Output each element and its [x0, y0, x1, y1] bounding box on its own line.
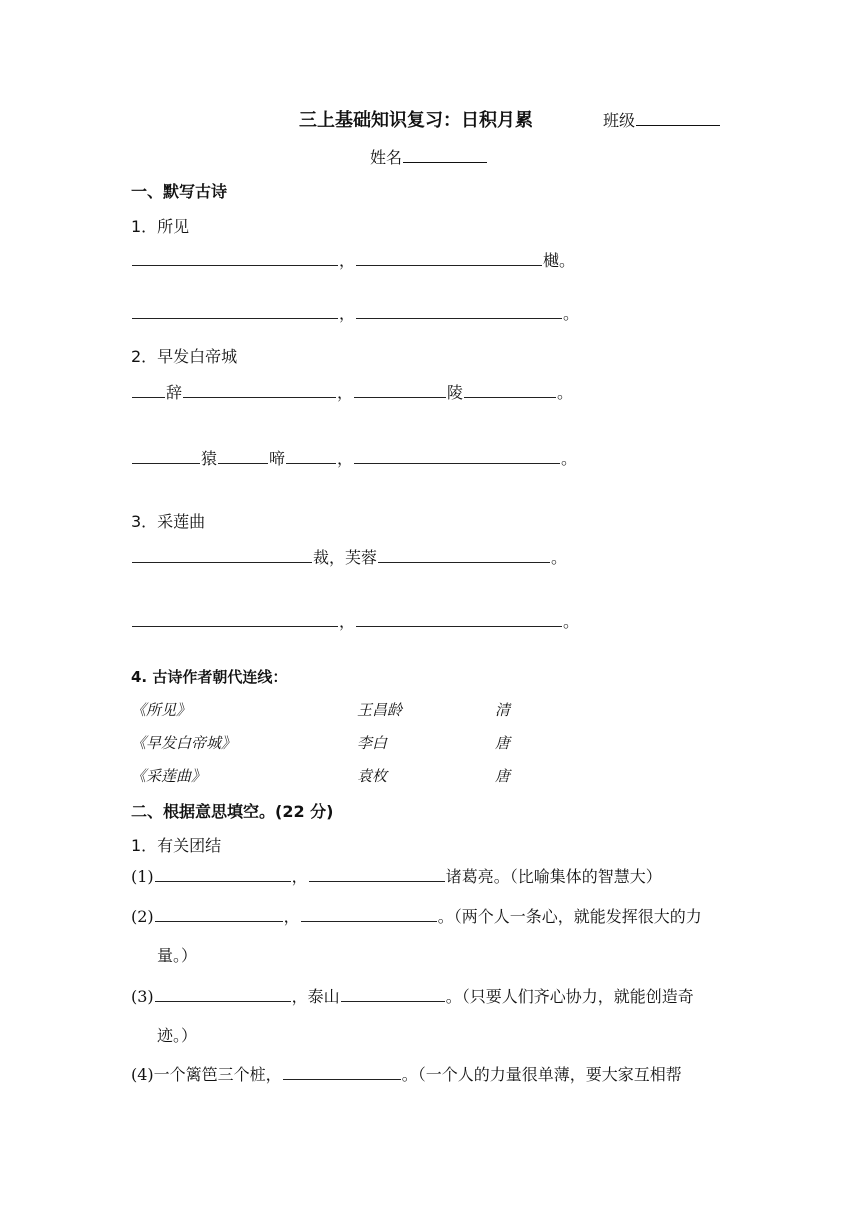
name-label: 姓名 [370, 148, 403, 167]
section2-sub1: 1．有关团结 [131, 836, 222, 855]
section2-heading: 二、根据意思填空。(22 分) [131, 802, 334, 821]
blank[interactable] [132, 303, 338, 319]
blank[interactable] [155, 906, 283, 922]
match-author[interactable]: 王昌龄 [357, 701, 403, 719]
blank[interactable] [356, 250, 542, 266]
class-field [603, 108, 721, 131]
q2: (2) ， 。（两个人一条心，就能发挥很大的力 [131, 907, 702, 926]
poem1-line2: ， 。 [131, 301, 579, 324]
blank[interactable] [354, 448, 560, 464]
match-poem[interactable]: 《采莲曲》 [131, 767, 207, 785]
match-dynasty[interactable]: 清 [495, 701, 511, 719]
poem3-line2: ， 。 [131, 609, 579, 632]
class-label: 班级 [603, 111, 636, 130]
match-title: 4. 古诗作者朝代连线： [131, 668, 288, 686]
blank[interactable] [132, 250, 338, 266]
blank[interactable] [132, 611, 338, 627]
name-blank[interactable] [403, 147, 487, 163]
poem3-title: 3．采莲曲 [131, 512, 206, 531]
blank[interactable] [378, 547, 550, 563]
blank[interactable] [464, 382, 556, 398]
match-poem[interactable]: 《所见》 [131, 701, 192, 719]
poem2-title: 2．早发白帝城 [131, 347, 238, 366]
poem2-line1: 辞 ， 陵 。 [131, 380, 573, 403]
q3-cont: 迹。） [157, 1026, 198, 1045]
blank[interactable] [286, 448, 336, 464]
blank[interactable] [218, 448, 268, 464]
class-blank[interactable] [636, 110, 720, 126]
poem1-line1: ， 樾。 [131, 248, 575, 271]
blank[interactable] [309, 866, 445, 882]
poem1-title: 1．所见 [131, 217, 190, 236]
q3: (3) ，泰山 。（只要人们齐心协力，就能创造奇 [131, 987, 694, 1006]
blank[interactable] [155, 866, 291, 882]
match-dynasty[interactable]: 唐 [495, 734, 511, 752]
q1: (1) ， 诸葛亮。（比喻集体的智慧大） [131, 867, 662, 886]
page-title: 三上基础知识复习：日积月累 [299, 110, 533, 131]
blank[interactable] [132, 382, 165, 398]
blank[interactable] [283, 1064, 401, 1080]
poem2-line2: 猿 啼 ， 。 [131, 446, 577, 469]
match-author[interactable]: 袁枚 [357, 767, 388, 785]
poem3-line1: 裁，芙蓉 。 [131, 545, 567, 568]
blank[interactable] [354, 382, 446, 398]
blank[interactable] [356, 611, 562, 627]
blank[interactable] [341, 986, 445, 1002]
match-dynasty[interactable]: 唐 [495, 767, 511, 785]
blank[interactable] [155, 986, 291, 1002]
blank[interactable] [356, 303, 562, 319]
match-author[interactable]: 李白 [357, 734, 388, 752]
q2-cont: 量。） [157, 946, 198, 965]
name-field [370, 145, 488, 168]
q4: (4)一个篱笆三个桩， 。（一个人的力量很单薄，要大家互相帮 [131, 1065, 682, 1084]
match-poem[interactable]: 《早发白帝城》 [131, 734, 237, 752]
blank[interactable] [183, 382, 336, 398]
section1-heading: 一、默写古诗 [131, 182, 228, 201]
blank[interactable] [132, 448, 200, 464]
blank[interactable] [301, 906, 437, 922]
blank[interactable] [132, 547, 312, 563]
